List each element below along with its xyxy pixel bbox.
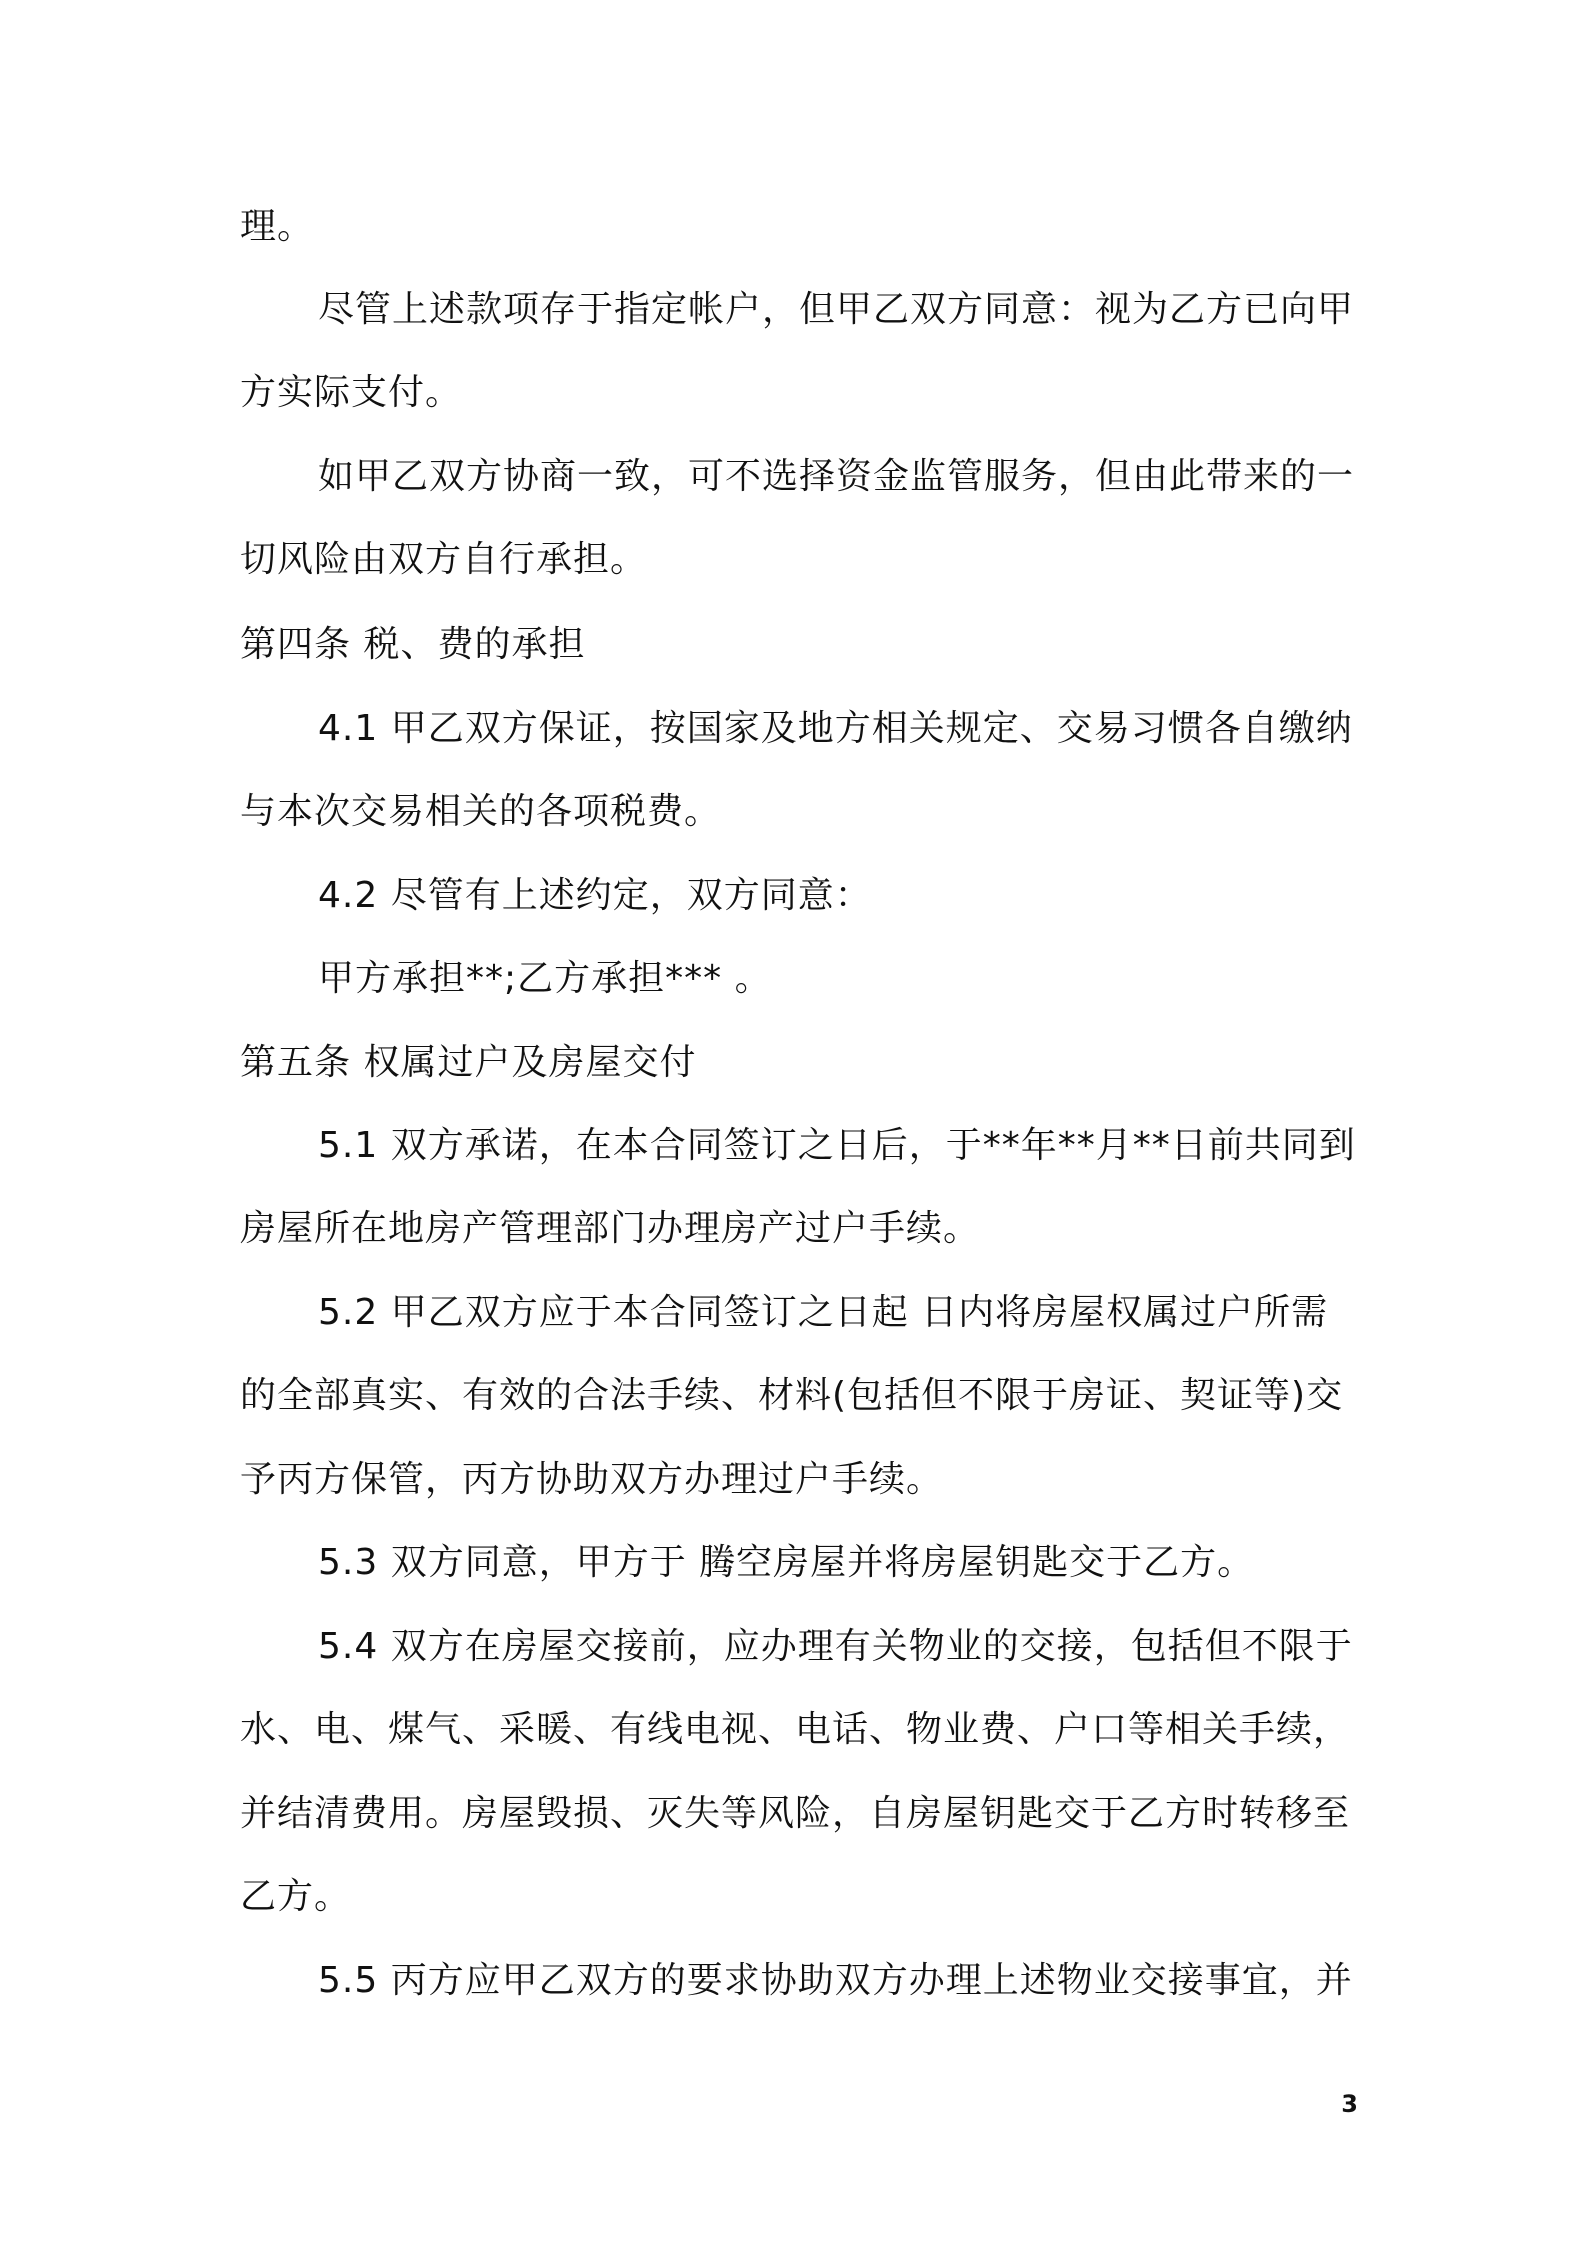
section-heading: 第五条 权属过户及房屋交付: [240, 1042, 697, 1083]
text-line: 房屋所在地房产管理部门办理房产过户手续。: [240, 1208, 981, 1249]
text-line: 5.2 甲乙双方应于本合同签订之日起 日内将房屋权属过户所需: [318, 1292, 1329, 1333]
text-line: 予丙方保管，丙方协助双方办理过户手续。: [240, 1459, 944, 1500]
text-line: 与本次交易相关的各项税费。: [240, 791, 722, 832]
text-line: 5.1 双方承诺，在本合同签订之日后，于**年**月**日前共同到: [318, 1125, 1356, 1166]
text-line: 4.2 尽管有上述约定，双方同意：: [318, 875, 872, 916]
text-line: 切风险由双方自行承担。: [240, 539, 648, 580]
text-line: 尽管上述款项存于指定帐户，但甲乙双方同意：视为乙方已向甲: [318, 289, 1355, 330]
text-line: 方实际支付。: [240, 372, 463, 413]
text-line: 并结清费用。房屋毁损、灭失等风险，自房屋钥匙交于乙方时转移至: [240, 1793, 1351, 1834]
text-line: 乙方。: [240, 1876, 352, 1917]
text-line: 5.4 双方在房屋交接前，应办理有关物业的交接，包括但不限于: [318, 1626, 1353, 1667]
text-line: 甲方承担**;乙方承担*** 。: [318, 958, 772, 999]
section-heading: 第四条 税、费的承担: [240, 624, 586, 665]
text-line: 的全部真实、有效的合法手续、材料(包括但不限于房证、契证等)交: [240, 1375, 1344, 1416]
text-line: 如甲乙双方协商一致，可不选择资金监管服务，但由此带来的一: [318, 456, 1355, 497]
page-number: 3: [1341, 2090, 1358, 2118]
text-line: 5.3 双方同意，甲方于 腾空房屋并将房屋钥匙交于乙方。: [318, 1542, 1255, 1583]
text-line: 5.5 丙方应甲乙双方的要求协助双方办理上述物业交接事宜，并: [318, 1960, 1353, 2001]
text-line: 理。: [240, 206, 315, 247]
text-line: 水、电、煤气、采暖、有线电视、电话、物业费、户口等相关手续，: [240, 1709, 1351, 1750]
text-line: 4.1 甲乙双方保证，按国家及地方相关规定、交易习惯各自缴纳: [318, 708, 1353, 749]
